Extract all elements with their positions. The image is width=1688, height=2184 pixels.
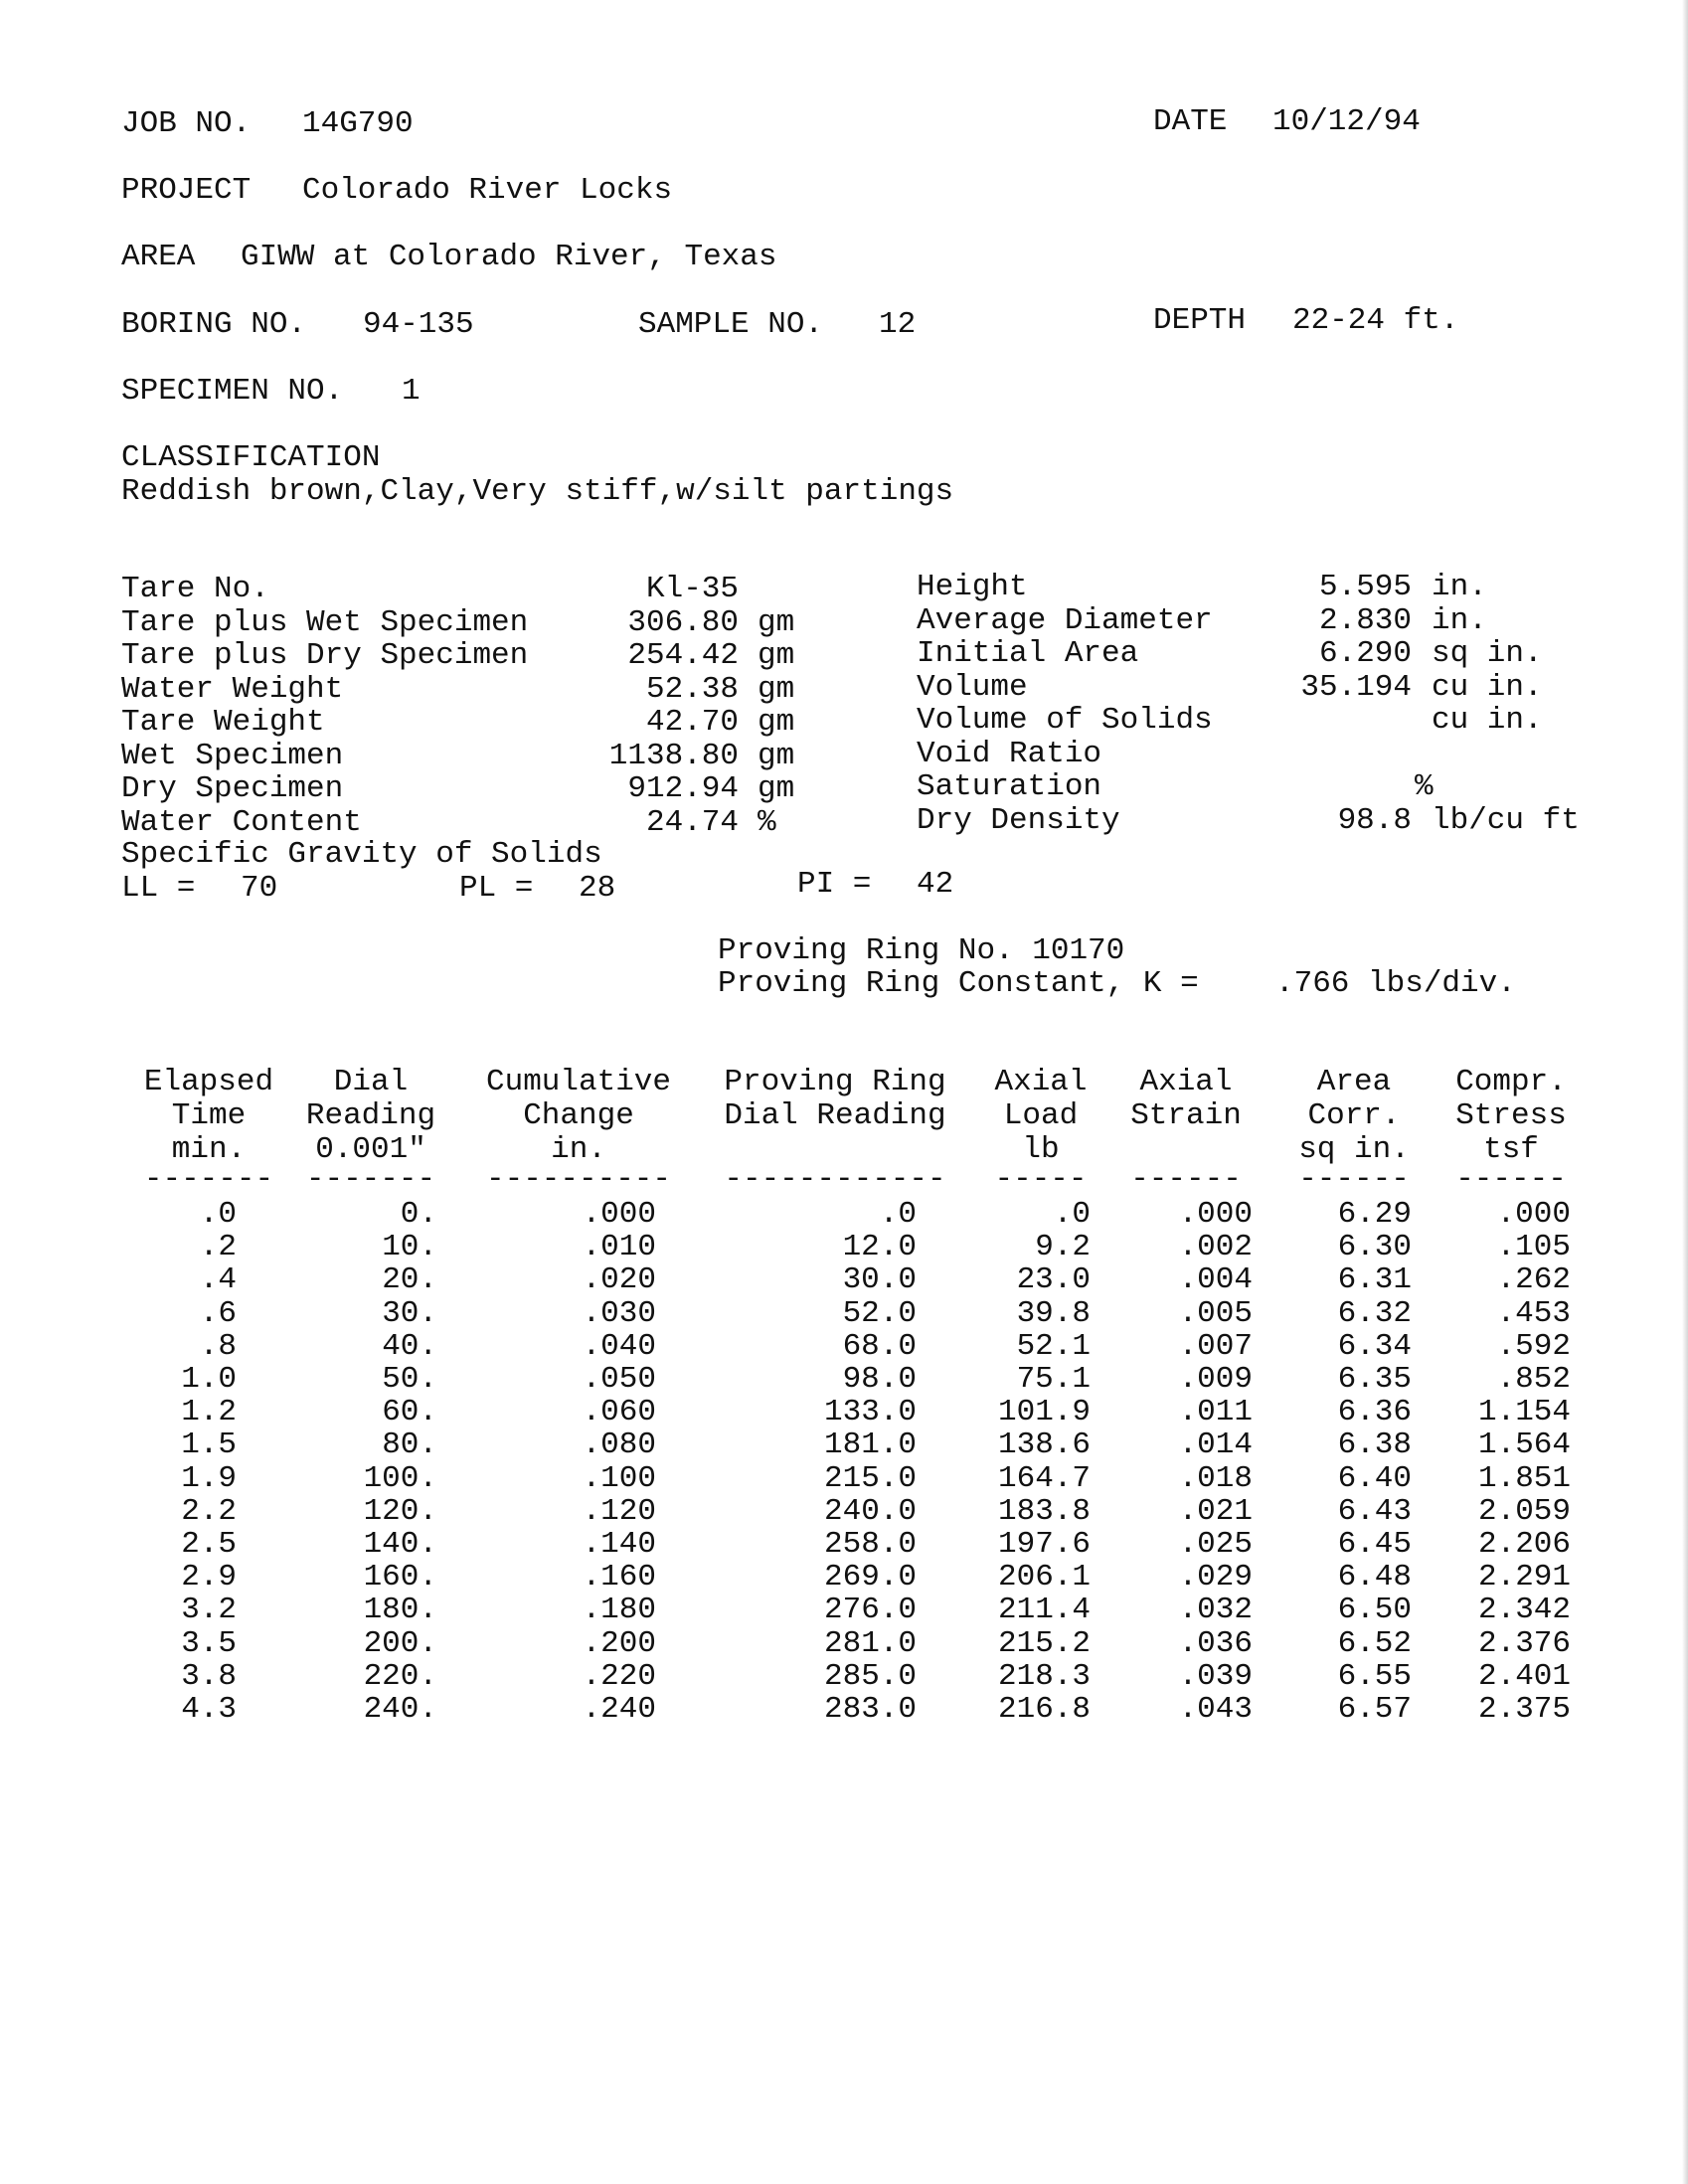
prop-unit: sq in. (1432, 636, 1543, 671)
table-cell: 211.4 (997, 1593, 1091, 1628)
prop-value: 254.42 (627, 638, 739, 673)
table-header-cell: Elapsed (143, 1065, 274, 1099)
prop-value: 6.290 (1318, 636, 1412, 671)
table-cell: 6.35 (1337, 1362, 1412, 1397)
table-cell: 52.0 (842, 1295, 917, 1331)
table-cell: .021 (1178, 1493, 1253, 1529)
boring-no-value: 94-135 (363, 307, 474, 342)
table-cell: .000 (582, 1197, 656, 1232)
table-cell: 6.55 (1337, 1658, 1412, 1694)
prop-unit: cu in. (1432, 703, 1543, 738)
prop-value: 5.595 (1318, 570, 1412, 604)
table-cell: .592 (1496, 1328, 1571, 1364)
table-cell: .120 (582, 1493, 656, 1529)
table-cell: 50. (382, 1362, 437, 1397)
proving-ring-number: Proving Ring No. 10170 (718, 933, 1125, 968)
table-cell: .043 (1178, 1692, 1253, 1727)
pl-value: 28 (579, 871, 616, 906)
prop-unit: gm (758, 705, 795, 740)
table-cell: .002 (1178, 1230, 1253, 1265)
table-cell: 6.29 (1337, 1197, 1412, 1232)
table-cell: 3.5 (181, 1625, 237, 1661)
table-cell: .029 (1178, 1560, 1253, 1596)
table-cell: .240 (582, 1692, 656, 1727)
table-cell: 80. (382, 1428, 437, 1463)
table-cell: .005 (1178, 1295, 1253, 1331)
table-header-cell: Axial (1139, 1065, 1233, 1099)
table-cell: 2.5 (181, 1527, 237, 1562)
table-cell: .852 (1496, 1362, 1571, 1397)
table-cell: 23.0 (1016, 1262, 1091, 1298)
table-cell: .039 (1178, 1658, 1253, 1694)
pi-label: PI = (797, 867, 872, 902)
project-value: Colorado River Locks (302, 173, 673, 208)
table-cell: 180. (363, 1593, 437, 1628)
table-cell: 181.0 (823, 1428, 917, 1463)
table-cell: 68.0 (842, 1328, 917, 1364)
table-cell: 39.8 (1016, 1295, 1091, 1331)
table-cell: .020 (582, 1262, 656, 1298)
table-cell: 1.2 (181, 1395, 237, 1430)
table-cell: 6.57 (1337, 1692, 1412, 1727)
table-cell: 2.9 (181, 1560, 237, 1596)
prop-label: Saturation (917, 769, 1102, 804)
table-cell: 6.32 (1337, 1295, 1412, 1331)
table-cell: 6.50 (1337, 1593, 1412, 1628)
table-cell: 101.9 (997, 1395, 1091, 1430)
table-rule: ------- (305, 1162, 436, 1197)
table-cell: .140 (582, 1527, 656, 1562)
table-rule: ----- (994, 1162, 1088, 1197)
table-cell: .080 (582, 1428, 656, 1463)
prop-label: Tare plus Dry Specimen (121, 638, 529, 673)
prop-value: 52.38 (645, 671, 739, 707)
proving-ring-constant-value: .766 lbs/div. (1275, 966, 1516, 1001)
table-cell: .000 (1496, 1197, 1571, 1232)
table-cell: 9.2 (1035, 1230, 1091, 1265)
prop-value: 35.194 (1300, 669, 1412, 705)
table-cell: .000 (1178, 1197, 1253, 1232)
sample-no-label: SAMPLE NO. (638, 307, 824, 342)
table-header-cell: Proving Ring (724, 1065, 946, 1099)
prop-unit: in. (1432, 602, 1487, 638)
prop-label: Volume of Solids (917, 703, 1213, 738)
table-cell: 98.0 (842, 1362, 917, 1397)
prop-label: Water Content (121, 804, 362, 840)
table-cell: 197.6 (997, 1527, 1091, 1562)
table-header-cell: lb (1022, 1132, 1060, 1167)
table-cell: 6.31 (1337, 1262, 1412, 1298)
boring-no-label: BORING NO. (121, 307, 307, 342)
prop-value: 98.8 (1337, 802, 1412, 838)
table-header-cell: sq in. (1298, 1132, 1410, 1167)
table-cell: .060 (582, 1395, 656, 1430)
table-header-cell: Stress (1455, 1098, 1567, 1133)
table-cell: .036 (1178, 1625, 1253, 1661)
prop-label: Dry Specimen (121, 771, 344, 806)
table-header-cell: Compr. (1455, 1065, 1567, 1099)
table-header-cell: Dial (333, 1065, 409, 1099)
table-rule: ------ (1298, 1162, 1410, 1197)
table-cell: 285.0 (823, 1658, 917, 1694)
scan-edge (1682, 0, 1688, 2184)
table-cell: 1.0 (181, 1362, 237, 1397)
table-cell: 2.291 (1477, 1560, 1571, 1596)
table-header-cell: Reading (305, 1098, 436, 1133)
table-cell: .007 (1178, 1328, 1253, 1364)
table-cell: 4.3 (181, 1692, 237, 1727)
table-cell: 2.059 (1477, 1493, 1571, 1529)
table-rule: ---------- (485, 1162, 672, 1197)
table-cell: .160 (582, 1560, 656, 1596)
table-cell: .2 (199, 1230, 237, 1265)
table-cell: .8 (199, 1328, 237, 1364)
table-cell: .100 (582, 1460, 656, 1496)
table-cell: 60. (382, 1395, 437, 1430)
prop-unit: gm (758, 638, 795, 673)
table-cell: 1.154 (1477, 1395, 1571, 1430)
ll-value: 70 (241, 871, 278, 906)
table-cell: .011 (1178, 1395, 1253, 1430)
prop-unit: gm (758, 738, 795, 773)
table-cell: .6 (199, 1295, 237, 1331)
table-rule: ------- (143, 1162, 274, 1197)
table-rule: ------ (1130, 1162, 1242, 1197)
table-cell: 1.564 (1477, 1428, 1571, 1463)
prop-label: Tare Weight (121, 705, 325, 740)
table-header-cell: min. (171, 1132, 247, 1167)
prop-unit: cu in. (1432, 669, 1543, 705)
table-cell: 20. (382, 1262, 437, 1298)
pi-value: 42 (917, 867, 954, 902)
table-cell: 281.0 (823, 1625, 917, 1661)
table-header-cell: Corr. (1307, 1098, 1401, 1133)
table-cell: 6.52 (1337, 1625, 1412, 1661)
table-cell: 12.0 (842, 1230, 917, 1265)
table-cell: 216.8 (997, 1692, 1091, 1727)
table-cell: .4 (199, 1262, 237, 1298)
table-cell: 2.206 (1477, 1527, 1571, 1562)
prop-value: 2.830 (1318, 602, 1412, 638)
table-header-cell: in. (551, 1132, 606, 1167)
prop-unit: gm (758, 604, 795, 640)
table-cell: .220 (582, 1658, 656, 1694)
table-cell: .105 (1496, 1230, 1571, 1265)
classification-label: CLASSIFICATION (121, 440, 381, 475)
classification-value: Reddish brown,Clay,Very stiff,w/silt partings (121, 474, 954, 509)
area-label: AREA (121, 240, 196, 274)
table-cell: 30.0 (842, 1262, 917, 1298)
table-cell: 200. (363, 1625, 437, 1661)
table-cell: 6.40 (1337, 1460, 1412, 1496)
prop-label: Tare plus Wet Specimen (121, 604, 529, 640)
prop-unit: % (758, 804, 776, 840)
prop-label: Dry Density (917, 802, 1120, 838)
table-cell: 269.0 (823, 1560, 917, 1596)
table-cell: .009 (1178, 1362, 1253, 1397)
table-cell: 164.7 (997, 1460, 1091, 1496)
prop-unit: in. (1432, 570, 1487, 604)
table-cell: 6.34 (1337, 1328, 1412, 1364)
table-cell: 2.376 (1477, 1625, 1571, 1661)
prop-unit: % (1415, 769, 1434, 804)
table-cell: 52.1 (1016, 1328, 1091, 1364)
table-cell: 206.1 (997, 1560, 1091, 1596)
prop-value: Kl-35 (645, 572, 739, 606)
table-cell: 6.38 (1337, 1428, 1412, 1463)
depth-label: DEPTH (1153, 303, 1247, 338)
table-cell: .010 (582, 1230, 656, 1265)
table-cell: .014 (1178, 1428, 1253, 1463)
table-cell: 133.0 (823, 1395, 917, 1430)
table-cell: 2.342 (1477, 1593, 1571, 1628)
table-cell: 3.8 (181, 1658, 237, 1694)
table-cell: 160. (363, 1560, 437, 1596)
prop-value: 1138.80 (608, 738, 739, 773)
table-cell: .453 (1496, 1295, 1571, 1331)
table-cell: 6.48 (1337, 1560, 1412, 1596)
table-header-cell: Area (1316, 1065, 1392, 1099)
table-rule: ------------ (724, 1162, 946, 1197)
prop-label: Water Weight (121, 671, 344, 707)
project-label: PROJECT (121, 173, 252, 208)
table-cell: 40. (382, 1328, 437, 1364)
table-cell: 215.0 (823, 1460, 917, 1496)
table-cell: 283.0 (823, 1692, 917, 1727)
table-cell: .0 (199, 1197, 237, 1232)
table-header-cell: Load (1003, 1098, 1079, 1133)
table-cell: 240.0 (823, 1493, 917, 1529)
table-cell: 138.6 (997, 1428, 1091, 1463)
table-cell: 0. (400, 1197, 437, 1232)
table-cell: 6.43 (1337, 1493, 1412, 1529)
ll-label: LL = (121, 871, 196, 906)
proving-ring-constant-label: Proving Ring Constant, K = (718, 966, 1199, 1001)
table-cell: 220. (363, 1658, 437, 1694)
pl-label: PL = (459, 871, 534, 906)
table-header-cell: tsf (1483, 1132, 1539, 1167)
prop-label: Initial Area (917, 636, 1139, 671)
table-cell: 2.375 (1477, 1692, 1571, 1727)
table-cell: 6.30 (1337, 1230, 1412, 1265)
prop-value: 24.74 (645, 804, 739, 840)
table-cell: .004 (1178, 1262, 1253, 1298)
table-cell: .0 (879, 1197, 917, 1232)
prop-value: 42.70 (645, 705, 739, 740)
table-cell: 75.1 (1016, 1362, 1091, 1397)
table-cell: 276.0 (823, 1593, 917, 1628)
table-cell: 2.2 (181, 1493, 237, 1529)
table-cell: 10. (382, 1230, 437, 1265)
table-header-cell: Axial (994, 1065, 1088, 1099)
specific-gravity-label: Specific Gravity of Solids (121, 837, 602, 872)
table-cell: .180 (582, 1593, 656, 1628)
table-cell: .025 (1178, 1527, 1253, 1562)
table-header-cell: Cumulative (485, 1065, 672, 1099)
date-label: DATE (1153, 104, 1228, 139)
table-cell: .018 (1178, 1460, 1253, 1496)
table-cell: 140. (363, 1527, 437, 1562)
job-no-value: 14G790 (302, 106, 414, 141)
table-cell: 6.45 (1337, 1527, 1412, 1562)
table-cell: 183.8 (997, 1493, 1091, 1529)
table-cell: 218.3 (997, 1658, 1091, 1694)
table-cell: 1.5 (181, 1428, 237, 1463)
prop-value: 912.94 (627, 771, 739, 806)
table-cell: 100. (363, 1460, 437, 1496)
sample-no-value: 12 (879, 307, 917, 342)
table-cell: .0 (1053, 1197, 1091, 1232)
specimen-no-label: SPECIMEN NO. (121, 374, 344, 409)
table-cell: 3.2 (181, 1593, 237, 1628)
table-cell: 258.0 (823, 1527, 917, 1562)
table-cell: 1.9 (181, 1460, 237, 1496)
table-header-cell: 0.001" (315, 1132, 426, 1167)
prop-label: Volume (917, 669, 1028, 705)
depth-value: 22-24 ft. (1292, 303, 1459, 338)
table-cell: 6.36 (1337, 1395, 1412, 1430)
prop-label: Wet Specimen (121, 738, 344, 773)
specimen-no-value: 1 (402, 374, 421, 409)
table-cell: 2.401 (1477, 1658, 1571, 1694)
table-rule: ------ (1455, 1162, 1567, 1197)
table-cell: 1.851 (1477, 1460, 1571, 1496)
table-cell: 120. (363, 1493, 437, 1529)
prop-label: Void Ratio (917, 736, 1102, 771)
date-value: 10/12/94 (1272, 104, 1421, 139)
table-cell: .030 (582, 1295, 656, 1331)
table-header-cell: Strain (1130, 1098, 1242, 1133)
table-cell: .040 (582, 1328, 656, 1364)
table-cell: .200 (582, 1625, 656, 1661)
prop-value: 306.80 (627, 604, 739, 640)
table-header-cell: Change (523, 1098, 634, 1133)
prop-label: Tare No. (121, 572, 269, 606)
prop-unit: gm (758, 771, 795, 806)
area-value: GIWW at Colorado River, Texas (241, 240, 777, 274)
table-cell: .032 (1178, 1593, 1253, 1628)
prop-label: Average Diameter (917, 602, 1213, 638)
job-no-label: JOB NO. (121, 106, 252, 141)
table-cell: 240. (363, 1692, 437, 1727)
table-cell: 215.2 (997, 1625, 1091, 1661)
prop-label: Height (917, 570, 1028, 604)
table-header-cell: Dial Reading (724, 1098, 946, 1133)
table-header-cell: Time (171, 1098, 247, 1133)
prop-unit: gm (758, 671, 795, 707)
table-cell: 30. (382, 1295, 437, 1331)
table-cell: .050 (582, 1362, 656, 1397)
prop-unit: lb/cu ft (1432, 802, 1580, 838)
table-cell: .262 (1496, 1262, 1571, 1298)
